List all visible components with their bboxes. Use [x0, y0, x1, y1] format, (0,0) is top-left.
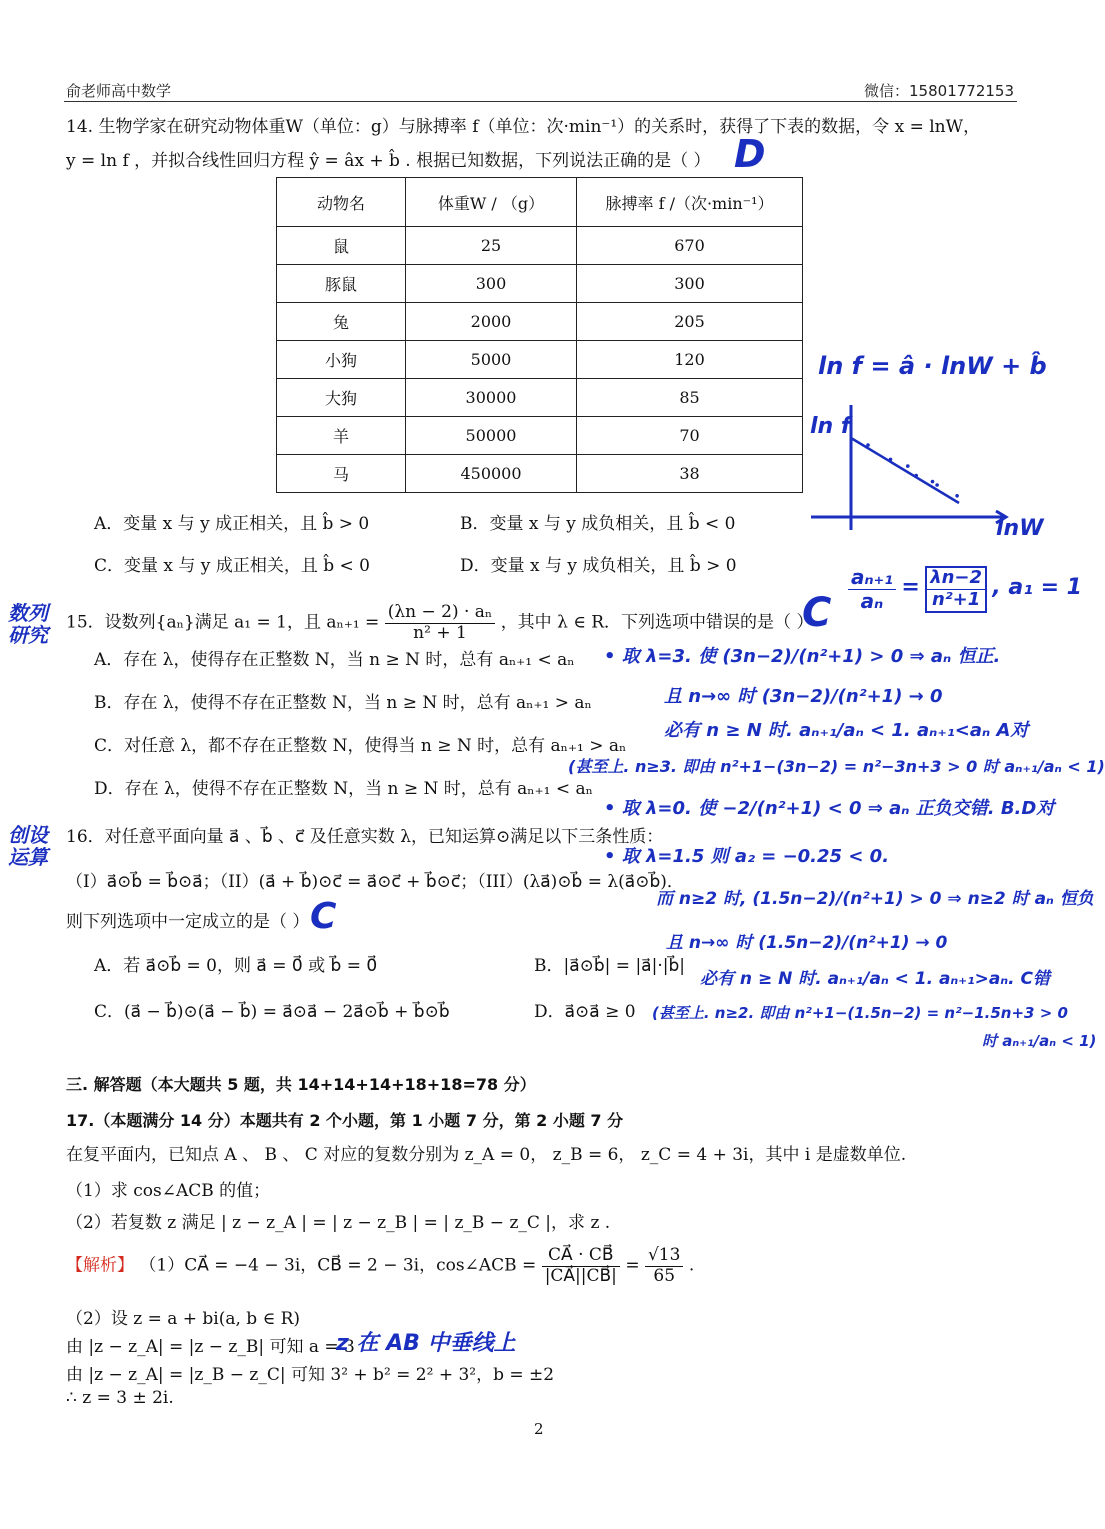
scatter-point	[914, 474, 918, 478]
q16-stem-line2: （I）a⃗⊙b⃗ = b⃗⊙a⃗；（II）(a⃗ + b⃗)⊙c⃗ = a⃗⊙c⃗ + b⃗⊙c⃗；（III）(λa⃗)⊙b⃗ = λ(a⃗⊙b⃗)．	[66, 872, 684, 892]
graph-x-label: lnW	[996, 516, 1044, 541]
table-row	[277, 379, 803, 417]
q17-solution-part1	[66, 1246, 694, 1286]
q14-option-a: A．变量 x 与 y 成正相关，且 b̂ > 0	[94, 514, 370, 534]
recurrence-note: $\frac{\text{aₙ₊₁}}{\text{aₙ}}$ = $\frac{\lambda n-2}{\text{n²+1}}$ , a₁ = 1	[848, 566, 1082, 613]
table-cell: 羊	[277, 417, 406, 455]
table-cell: 25	[406, 227, 577, 265]
q15-option-b: B．存在 λ，使得不存在正整数 N，当 n ≥ N 时，总有 aₙ₊₁ > aₙ	[94, 693, 592, 713]
q17-solution-line4: 由 |z − z_A| = |z_B − z_C| 可知 3² + b² = 2² + 3²，b = ±2	[66, 1365, 555, 1385]
q17-solution-line3: 由 |z − z_A| = |z − z_B| 可知 a = 3	[66, 1337, 355, 1357]
boxed-ratio-fraction: $\frac{\lambda n-2}{\text{n²+1}}$	[925, 566, 987, 612]
q15-option-c: C．对任意 λ，都不存在正整数 N，使得当 n ≥ N 时，总有 aₙ₊₁ > aₙ	[94, 736, 627, 756]
table-cell: 85	[577, 379, 803, 417]
q14-data-table	[276, 177, 803, 493]
scatter-point	[955, 494, 959, 498]
note-line-5: • 取 λ=0. 使 −2/(n²+1) < 0 ⇒ aₙ 正负交错. B.D对	[604, 798, 1055, 819]
table-row	[277, 417, 803, 455]
q17-solution-line5: ∴ z = 3 ± 2i.	[66, 1388, 174, 1408]
q15-option-d: D．存在 λ，使得不存在正整数 N，当 n ≥ N 时，总有 aₙ₊₁ < aₙ	[94, 779, 593, 799]
table-header-row	[277, 178, 803, 227]
table-cell: 2000	[406, 303, 577, 341]
q14-stem-line1: 14. 生物学家在研究动物体重W（单位：g）与脉搏率 f（单位：次·min⁻¹）的关系时，获得了下表的数据，令 x = lnW，	[66, 117, 981, 137]
q15-fraction-numerator: (λn − 2) · aₙ	[385, 603, 496, 624]
result-fraction	[645, 1246, 683, 1286]
table-cell: 鼠	[277, 227, 406, 265]
table-cell: 小狗	[277, 341, 406, 379]
q15-recurrence-fraction	[385, 603, 496, 643]
note-line-11: 时 aₙ₊₁/aₙ < 1)	[982, 1032, 1097, 1050]
q16-stem-line1: 16．对任意平面向量 a⃗ 、b⃗ 、c⃗ 及任意实数 λ，已知运算⊙满足以下三条性质：	[66, 827, 664, 847]
table-cell: 大狗	[277, 379, 406, 417]
q15-stem	[66, 603, 813, 643]
q15-stem-pre: 15．设数列{aₙ}满足 a₁ = 1，且 aₙ₊₁ =	[66, 612, 380, 633]
table-cell: 670	[577, 227, 803, 265]
q14-option-b: B．变量 x 与 y 成负相关，且 b̂ < 0	[460, 514, 736, 534]
note-line-6: • 取 λ=1.5 则 a₂ = −0.25 < 0.	[604, 846, 890, 867]
q16-option-a: A．若 a⃗⊙b⃗ = 0，则 a⃗ = 0⃗ 或 b⃗ = 0⃗	[94, 956, 378, 976]
q14-handwritten-answer: D	[734, 132, 766, 176]
q14-stem-line2: y = ln f ，并拟合线性回归方程 ŷ = âx + b̂ . 根据已知数据，下列说法正确的是（ ）	[66, 151, 711, 171]
table-cell: 120	[577, 341, 803, 379]
q17-part1: （1）求 cos∠ACB 的值；	[66, 1181, 271, 1201]
solution-tag: 【解析】	[66, 1255, 134, 1276]
note-line-1: • 取 λ=3. 使 (3n−2)/(n²+1) > 0 ⇒ aₙ 恒正.	[604, 646, 1001, 667]
q16-option-c: C．(a⃗ − b⃗)⊙(a⃗ − b⃗) = a⃗⊙a⃗ − 2a⃗⊙b⃗ + b⃗⊙b⃗	[94, 1002, 450, 1022]
table-row	[277, 265, 803, 303]
q14-option-c: C．变量 x 与 y 成正相关，且 b̂ < 0	[94, 556, 370, 576]
result-numerator: √13	[645, 1246, 683, 1267]
table-row	[277, 341, 803, 379]
scatter-points	[866, 443, 959, 497]
q15-fraction-denominator: n² + 1	[413, 622, 467, 643]
q17-part2: （2）若复数 z 满足 | z − z_A | = | z − z_B | = | z_B − z_C |，求 z .	[66, 1213, 611, 1233]
q16-stem-line3: 则下列选项中一定成立的是（ ）	[66, 912, 310, 932]
note-line-3: 必有 n ≥ N 时. aₙ₊₁/aₙ < 1. aₙ₊₁<aₙ A对	[664, 720, 1029, 741]
header-title: 俞老师高中数学	[66, 82, 172, 100]
table-cell: 50000	[406, 417, 577, 455]
note-line-4: (甚至上. n≥3. 即由 n²+1−(3n−2) = n²−3n+3 > 0 时 aₙ₊₁/aₙ < 1)	[568, 757, 1105, 776]
note-line-2: 且 n→∞ 时 (3n−2)/(n²+1) → 0	[664, 686, 943, 707]
table-cell: 450000	[406, 455, 577, 493]
table-cell: 300	[406, 265, 577, 303]
graph-y-label: ln f	[810, 414, 851, 439]
scatter-point	[889, 458, 893, 462]
table-cell: 马	[277, 455, 406, 493]
header-divider	[64, 101, 1017, 102]
q16-option-d: D．a⃗⊙a⃗ ≥ 0	[534, 1002, 636, 1022]
note-line-8: 且 n→∞ 时 (1.5n−2)/(n²+1) → 0	[666, 933, 948, 953]
page-number: 2	[534, 1420, 544, 1438]
table-cell: 205	[577, 303, 803, 341]
note-line-7: 而 n≥2 时, (1.5n−2)/(n²+1) > 0 ⇒ n≥2 时 aₙ 恒负	[656, 889, 1094, 909]
result-denominator: 65	[653, 1265, 676, 1286]
q15-stem-post: ，其中 λ ∈ R．下列选项中错误的是（ ）	[500, 612, 814, 633]
period: .	[688, 1255, 695, 1276]
section-heading: 三. 解答题（本大题共 5 题，共 14+14+14+18+18=78 分）	[66, 1075, 536, 1094]
table-cell: 70	[577, 417, 803, 455]
solution-line1-pre: （1）CA⃗ = −4 − 3i，CB⃗ = 2 − 3i，cos∠ACB =	[139, 1255, 537, 1276]
scatter-point	[906, 464, 910, 468]
regression-equation-note: ln f = â · lnW + b̂	[818, 352, 1047, 380]
scatter-point	[931, 480, 935, 484]
note-line-10: (甚至上. n≥2. 即由 n²+1−(1.5n−2) = n²−1.5n+3 > 0	[652, 1004, 1068, 1022]
q14-option-d: D．变量 x 与 y 成负相关，且 b̂ > 0	[460, 556, 737, 576]
table-cell: 30000	[406, 379, 577, 417]
q17-solution-line2: （2）设 z = a + bi(a, b ∈ R)	[66, 1309, 301, 1329]
table-header: 动物名	[277, 178, 406, 227]
table-header: 体重W / （g）	[406, 178, 577, 227]
q15-handwritten-answer: C	[802, 590, 832, 636]
q16-margin-note: 创设 运算	[8, 823, 48, 869]
header-contact: 微信：15801772153	[864, 82, 1014, 100]
ratio-fraction: $\frac{\text{aₙ₊₁}}{\text{aₙ}}$	[848, 566, 896, 613]
table-cell: 兔	[277, 303, 406, 341]
q17-title: 17.（本题满分 14 分）本题共有 2 个小题，第 1 小题 7 分，第 2 小题 7 分	[66, 1111, 624, 1130]
cos-fraction	[542, 1246, 620, 1286]
table-cell: 300	[577, 265, 803, 303]
q15-option-a: A．存在 λ，使得存在正整数 N，当 n ≥ N 时，总有 aₙ₊₁ < aₙ	[94, 650, 575, 670]
q17-stem: 在复平面内，已知点 A 、 B 、 C 对应的复数分别为 z_A = 0， z_B = 6， z_C = 4 + 3i，其中 i 是虚数单位.	[66, 1145, 907, 1165]
scatter-point	[935, 483, 939, 487]
q16-option-b: B．|a⃗⊙b⃗| = |a⃗|·|b⃗|	[534, 956, 685, 976]
q15-margin-note: 数列 研究	[8, 601, 48, 647]
table-row	[277, 227, 803, 265]
note-line-9: 必有 n ≥ N 时. aₙ₊₁/aₙ < 1. aₙ₊₁>aₙ. C错	[700, 969, 1050, 989]
table-cell: 38	[577, 455, 803, 493]
table-cell: 5000	[406, 341, 577, 379]
equals-sign: =	[625, 1255, 640, 1276]
q17-handwritten-note: z 在 AB 中垂线上	[336, 1331, 516, 1356]
cos-fraction-denominator: |CA⃗||CB⃗|	[544, 1265, 617, 1286]
q16-handwritten-answer: C	[310, 896, 337, 937]
regression-line	[851, 438, 959, 503]
table-row	[277, 455, 803, 493]
scatter-point	[866, 443, 870, 447]
table-row	[277, 303, 803, 341]
cos-fraction-numerator: CA⃗ · CB⃗	[542, 1246, 620, 1267]
table-header: 脉搏率 f /（次·min⁻¹）	[577, 178, 803, 227]
table-cell: 豚鼠	[277, 265, 406, 303]
